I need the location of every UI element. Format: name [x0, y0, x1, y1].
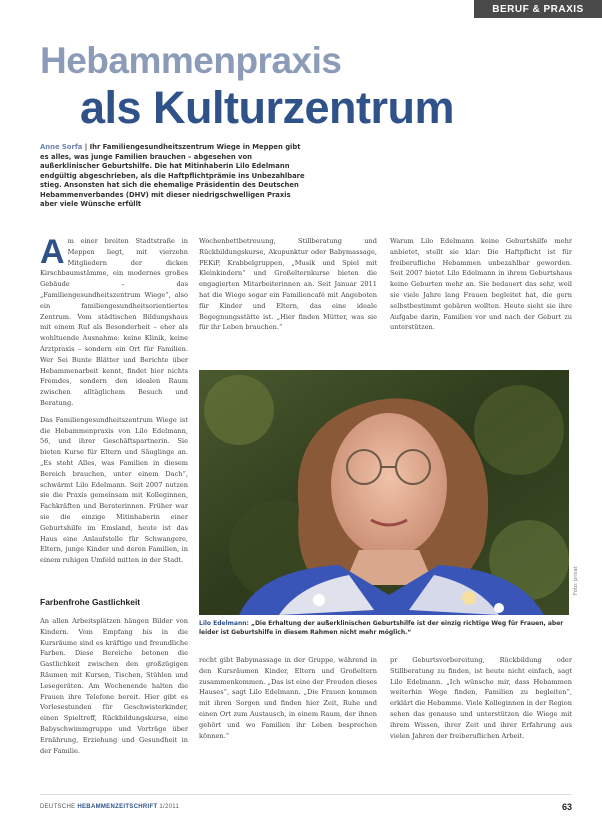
caption-name: Lilo Edelmann:	[199, 620, 249, 627]
section-tag: BERUF & PRAXIS	[474, 0, 602, 18]
footer-brand: HEBAMMENZEITSCHRIFT	[77, 804, 158, 810]
author-name: Anne Sorfa	[40, 143, 83, 151]
column-2-bottom: recht gibt Babymassage in der Gruppe, während in den Kursräumen Kinder, Eltern und Großeltern zusammenkommen. „Das ist eine der Freuden dieses Hauses“, sagt Lilo Edelmann. „Die Frauen kommen mit ihren Sorgen und finden hier Zeit, Ruhe und einen Ort zum Austausch, in einem Raum, der ihnen gehört und wo Familien ihr Leben besprechen können.“	[199, 656, 377, 740]
intro-text: Ihr Familiengesundheitszentrum Wiege in Meppen gibt es alles, was junge Familien brauchen – abgesehen von außerklinischer Geburtshilfe. Die hat Mitinhaberin Lilo Edelmann endgültig abgeschrieben, als die Haftpflichtprämie ins Unbezahlbare stieg. Ansonsten hat sich die ehemalige Präsidentin des Deutschen Hebammenverbandes (DHV) mit dieser niedrigschwelligen Praxis aber viele Wünsche erfüllt	[40, 143, 305, 208]
photo-credit: Foto: privat	[573, 566, 579, 595]
column-1-text-a: m einer breiten Stadtstraße in Meppen liegt, mit vierzehn Mitgliedern der dicken Kirschbaumstämme, ein modernes großes Gebäude – das „Familiengesundheitszentrum Wiege“, also ein familiengesundheitsorientiertes Zentrum. Vom städtischen Bildungshaus mit einem Ruf als Besonderheit – eher als wohltuende Ausnahme: keine Klinik, keine Arztpraxis – sondern ein Ort für Familien. Wer Sei Bunte Blätter und Berichte über Hebammenarbeit kennt, findet hier nichts Fremdes, sondern den idealen Raum zwischen alltäglichem Besuch und Beratung.	[40, 237, 188, 407]
footer-magazine	[40, 804, 179, 810]
page-number: 63	[561, 802, 572, 812]
column-1-top	[40, 236, 188, 591]
footer-issue: 1/2011	[157, 804, 180, 810]
intro-paragraph	[40, 143, 310, 210]
intro-separator: |	[82, 143, 90, 151]
photo-caption	[199, 620, 571, 637]
column-2-top: Wochenbettbetreuung, Stillberatung und Rückbildungskurse, Akupunktur oder Babymassage, PEKiP, Krabbelgruppen, „Musik und Spiel mit Kleinkindern“ und Großelternkurse bieten die engagierten Mitarbeiterinnen an. Seit Januar 2011 hat die Wiege sogar ein Familiencafé mit Angeboten für Kinder und Eltern, das eine ideale Begegnungsstätte ist. „Hier finden Mütter, was sie für ihr Leben brauchen.“	[199, 237, 377, 332]
title-line-2: als Kulturzentrum	[80, 82, 455, 133]
column-1-bottom: An allen Arbeitsplätzen hängen Bilder von Kindern. Vom Empfang bis in die Kursräume sind es kräftige und freundliche Farben. Diese Bereiche betonen die Gastlichkeit zwischen den großzügigen Räumen mit Kursen, Tischen, Stühlen und Lesegeräten. Am Wochenende halten die Frauen ihre Telefone bereit. Hier gibt es Vorlesestunden für Geschwisterkinder, einen Spieltreff, Rückbildungskurse, eine Babyschwimmgruppe und Vorträge über Ernährung, Erziehung und Gesundheit in der Familie.	[40, 617, 188, 755]
column-3-bottom: pr Geburtsvorbereitung, Rückbildung oder Stillberatung zu finden, ist heute nicht einfach, sagt Lilo Edelmann. „Ich wünsche mir, dass Hebammen weiterhin Wege finden, Familien zu begleiten“, erklärt die Hebamme. Viele Kolleginnen in der Region sehen das genauso und unterstützen die Wiege mit ihrem Wissen, ihrer Zeit und ihrer Erfahrung aus vielen Jahren der freiberuflichen Arbeit.	[390, 656, 572, 740]
footer-brand-prefix: DEUTSCHE	[40, 804, 78, 810]
portrait-photo	[199, 370, 569, 615]
footer-rule	[40, 794, 572, 795]
caption-text: „Die Erhaltung der außerklinischen Geburtshilfe ist der einzig richtige Weg für Frauen, aber leider ist Geburtshilfe in diesem Rahmen nicht mehr möglich.“	[199, 620, 564, 636]
title-line-1: Hebammenpraxis	[40, 40, 342, 81]
drop-cap: A	[40, 236, 65, 271]
column-1-text-b: Das Familiengesundheitszentrum Wiege ist die Hebammenpraxis von Lilo Edelmann, 56, und ihrer Geschäftspartnerin. Sie bieten Kurse für Eltern und Säuglinge an. „Es steht Alles, was Familien in diesem Bereich brauchen, unter einem Dach“, schwärmt Lilo Edelmann. Seit 2007 nutzen sie die Praxis gemeinsam mit Kolleginnen, Fachkräften und Beraterinnen. Früher war sie die einzige Mitinhaberin einer Geburtshilfe im Emsland, heute ist das Haus eine Anlaufstelle für Schwangere, Eltern, junge Kinder und deren Familien, in einem ruhigen Umfeld mitten in der Stadt.	[40, 415, 188, 565]
subheading: Farbenfrohe Gastlichkeit	[40, 597, 141, 607]
column-3-top: Warum Lilo Edelmann keine Geburtshilfe mehr anbietet, stellt sie klar: Die Haftpflicht ist für freiberufliche Hebammen unbezahlbar geworden. Seit 2007 bietet Lilo Edelmann in ihrem Geburtshaus keine Geburten mehr an. Sie bedauert das sehr, weil sie viele Jahre lang Frauen begleitet hat, die gern selbstbestimmt gebären wollten. Heute sieht sie ihre Aufgabe darin, Familien vor und nach der Geburt zu unterstützen.	[390, 237, 572, 332]
